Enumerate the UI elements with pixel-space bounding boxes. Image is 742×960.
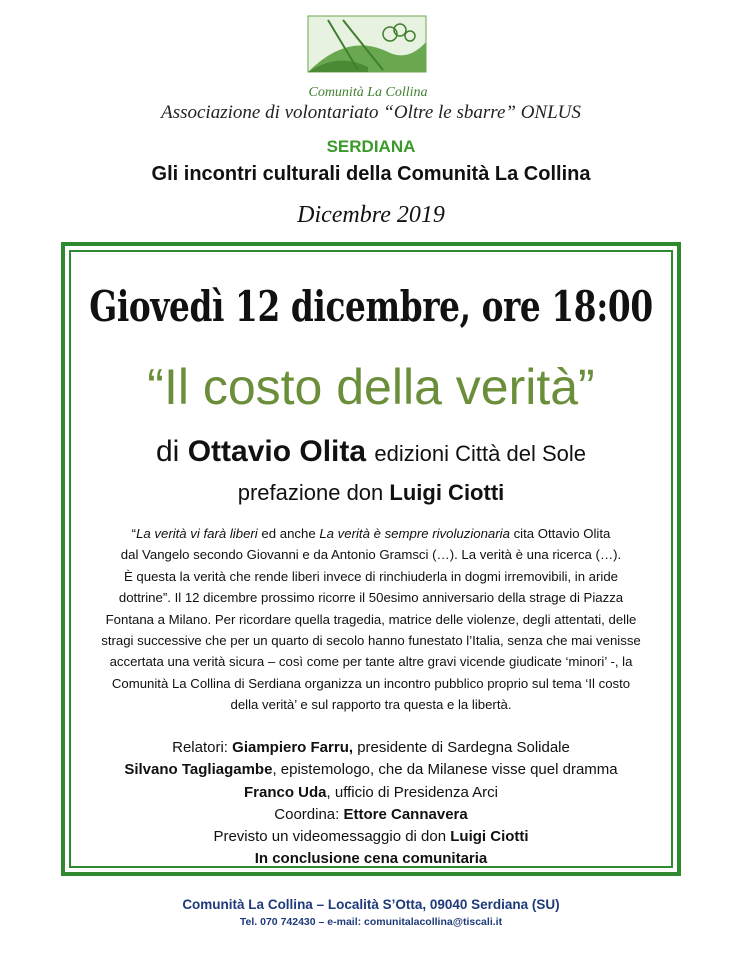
event-date: Giovedì 12 dicembre, ore 18:00 <box>89 282 653 331</box>
description-line: Comunità La Collina di Serdiana organizza un incontro pubblico proprio sul tema ‘Il costo <box>111 675 631 691</box>
preface-line <box>0 480 742 506</box>
closing-text: In conclusione cena comunitaria <box>254 850 488 868</box>
description-line: stragi successive che per un quarto di secolo hanno funestato l’Italia, senza che mai venisse <box>101 633 641 649</box>
description-line: dottrine”. Il 12 dicembre prossimo ricorre il 50esimo anniversario della strage di Piazza <box>118 590 624 606</box>
coordinator-name: Ettore Cannavera <box>343 805 468 823</box>
description-line: della verità’ e sul rapporto tra questa e la libertà. <box>230 697 512 713</box>
association-name: Associazione di volontariato “Oltre le sbarre” ONLUS <box>161 102 581 123</box>
preface-name: Luigi Ciotti <box>389 480 505 505</box>
speaker-3-role: , ufficio di Presidenza Arci <box>326 783 498 801</box>
publisher: edizioni Città del Sole <box>374 441 586 466</box>
footer-address: Comunità La Collina – Località S’Otta, 09040 Serdiana (SU) <box>182 897 560 912</box>
footer-contacts: Tel. 070 742430 – e-mail: comunitalacollina@tiscali.it <box>239 916 503 928</box>
preface-prefix: prefazione don <box>237 480 384 505</box>
video-name: Luigi Ciotti <box>450 828 529 846</box>
author-line <box>0 435 742 469</box>
speaker-2 <box>0 759 742 781</box>
quote-attribution: cita Ottavio Olita <box>509 526 611 541</box>
coordinator <box>0 804 742 826</box>
series-title: Gli incontri culturali della Comunità La Collina <box>151 163 591 185</box>
speaker-2-name: Silvano Tagliagambe <box>124 761 273 779</box>
description-line: accertata una verità sicura – così come per tante altre gravi vicende giudicate ‘minori’ -, la <box>109 654 633 670</box>
description-line: Fontana a Milano. Per ricordare quella tragedia, matrice delle violenze, degli attentati, delle <box>105 611 637 627</box>
quote-1: La verità vi farà liberi <box>136 526 258 541</box>
author-prefix: di <box>156 435 180 468</box>
month-label: Dicembre 2019 <box>297 202 445 228</box>
description-line: È questa la verità che rende liberi invece di rinchiuderla in dogmi irremovibili, in aride <box>123 568 619 584</box>
community-logo <box>288 12 448 104</box>
description-line: “La verità vi farà liberi ed anche La verità è sempre rivoluzionaria cita Ottavio Olita <box>131 526 611 541</box>
quote-2: La verità è sempre rivoluzionaria <box>319 526 510 541</box>
video-text: Previsto un videomessaggio di don <box>213 828 451 846</box>
speaker-1-role: presidente di Sardegna Solidale <box>353 739 570 756</box>
event-description <box>90 523 652 716</box>
speaker-1 <box>0 737 742 759</box>
quote-connector: ed anche <box>257 526 320 541</box>
speaker-2-role: , epistemologo, che da Milanese visse quel dramma <box>272 761 618 779</box>
video-message <box>0 826 742 848</box>
closing-note <box>0 848 742 870</box>
logo-text: Comunità La Collina <box>308 85 428 100</box>
coordinator-label: Coordina: <box>274 805 344 823</box>
relatori-label: Relatori: <box>172 739 233 756</box>
description-line: dal Vangelo secondo Giovanni e da Antonio Gramsci (…). La verità è una ricerca (…). <box>120 547 622 563</box>
town-name: SERDIANA <box>326 137 416 156</box>
speaker-3-name: Franco Uda <box>244 783 327 801</box>
event-title: “Il costo della verità” <box>147 359 595 415</box>
speaker-3 <box>0 782 742 804</box>
author-name: Ottavio Olita <box>187 435 367 468</box>
speaker-1-name: Giampiero Farru, <box>232 739 354 756</box>
speakers-list <box>0 737 742 871</box>
